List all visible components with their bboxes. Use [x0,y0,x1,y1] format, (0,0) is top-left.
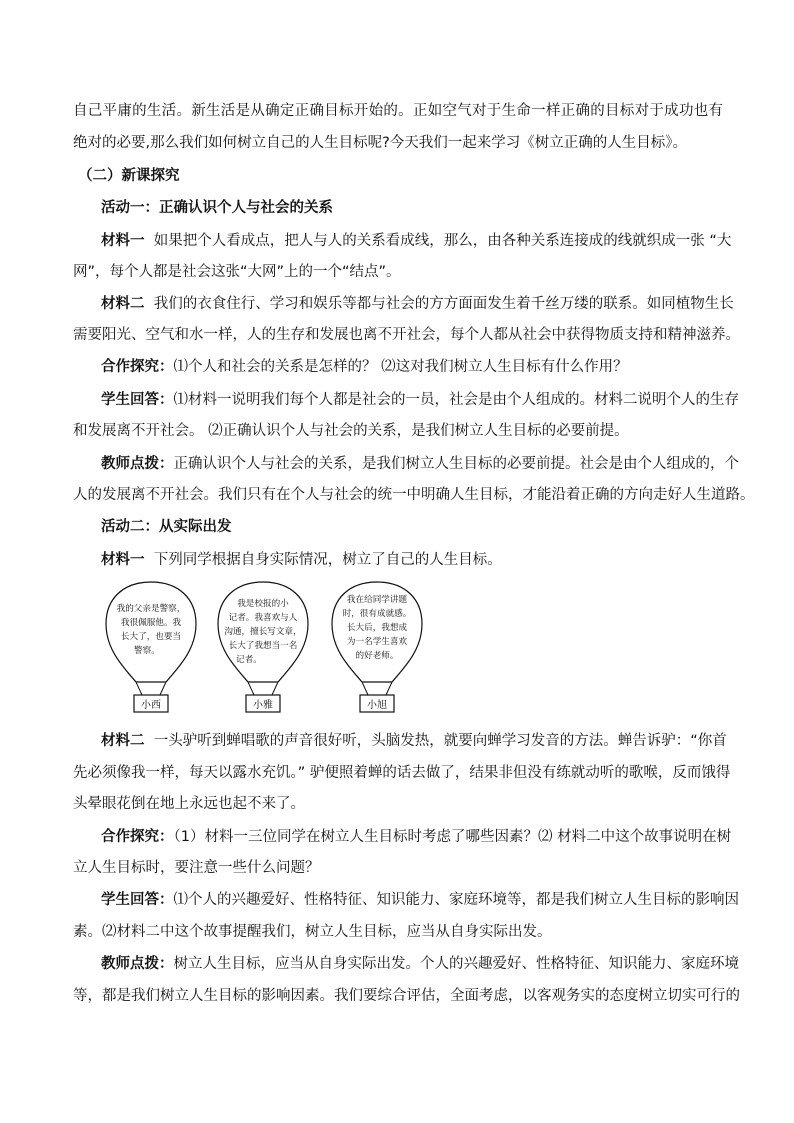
activity2-teacher-line-2: 等，都是我们树立人生目标的影响因素。我们要综合评估，全面考虑，以客观务实的态度树立切实可行的 [73,988,740,1004]
material-label: 材料二 [101,733,145,749]
question-text: ⑴个人和社会的关系是怎样的？ ⑵这对我们树立人生目标有什么作用？ [173,359,628,375]
balloon-name: 小旭 [367,700,387,711]
paragraph-text: 如果把个人看成点，把人与人的关系看成线，那么，由各种关系连接成的线就织成一张 “大 [153,233,732,249]
question-text: （1）材料一三位同学在树立人生目标时考虑了哪些因素？⑵ 材料二中这个故事说明在树 [173,829,732,845]
balloon-xiaoxi [106,582,196,712]
activity1-answer-line-2: 和发展离不开社会。 ⑵正确认识个人与社会的关系，是我们树立人生目标的必要前提。 [73,423,629,439]
activity1-material1-line-1 [101,231,732,251]
activity1-question [101,357,628,377]
material-label: 材料一 [101,233,145,249]
paragraph-text: 我们的衣食住行、学习和娱乐等都与社会的方方面面发生着千丝万缕的联系。如同植物生长 [153,296,734,312]
paragraph-text: 一头驴听到蝉唱歌的声音很好听，头脑发热，就要向蝉学习发音的方法。蝉告诉驴：“你首 [153,733,727,749]
balloon-text-line: 我的父亲是警察， [116,604,186,614]
paragraph-text: 下列同学根据自身实际情况，树立了自己的人生目标。 [153,552,502,568]
activity1-teacher-line-2: 人的发展离不开社会。我们只有在个人与社会的统一中明确人生目标，才能沿着正确的方向走好人生道路。 [73,487,755,503]
balloon-text-line: 记者。 [236,655,262,665]
activity2-answer-line-2: 素。⑵材料二中这个故事提醒我们，树立人生目标，应当从自身实际出发。 [73,924,552,940]
balloon-illustration [100,580,430,720]
activity1-material2-line-2: 需要阳光、空气和水一样，人的生存和发展也离不开社会，每个人都从社会中获得物质支持和精神滋养。 [73,327,740,343]
activity1-title: 活动一：正确认识个人与社会的关系 [101,200,333,216]
activity2-material1 [101,550,502,570]
balloon-name: 小雅 [253,700,273,711]
teacher-text: 树立人生目标，应当从自身实际出发。个人的兴趣爱好、性格特征、知识能力、家庭环境 [173,956,739,972]
question-label: 合作探究： [101,359,174,375]
balloon-xiaoxu [332,582,422,712]
activity2-material2-line-1 [101,731,727,751]
balloon-text-line: 沟通，擅长写文章， [224,627,302,637]
balloon-text-line: 为一名学生喜欢 [346,637,408,647]
activity1-teacher-line-1 [101,454,739,474]
balloon-text-line: 长大了我想当一名 [228,641,298,651]
balloon-name: 小西 [141,700,161,711]
balloon-text-line: 的好老师。 [355,651,399,661]
question-label: 合作探究： [101,829,174,845]
section-heading: （二）新课探究 [78,168,180,184]
activity1-material2-line-1 [101,294,734,314]
activity2-answer-line-1 [101,890,739,910]
material-label: 材料一 [101,552,145,568]
balloon-text-line: 长大了，也要当 [120,632,182,642]
answer-label: 学生回答： [101,392,174,408]
balloon-text-line: 我是校报的小 [237,599,289,609]
balloon-text-line: 时，很有成就感。 [342,609,412,619]
balloon-text-line: 长大后，我想成 [346,623,408,633]
activity2-material2-line-3: 头晕眼花倒在地上永远也起不来了。 [73,796,305,812]
balloon-text-line: 我很佩服他。我 [120,618,182,628]
activity2-material2-line-2: 先必须像我一样，每天以露水充饥。” 驴便照着蝉的话去做了，结果非但没有练就动听的歌喉，反而饿得 [73,765,731,781]
activity2-question-line-2: 立人生目标时，要注意一些什么问题？ [73,860,320,876]
activity1-material1-line-2: 网”，每个人都是社会这张“大网”上的一个“结点”。 [73,264,401,280]
answer-text: ⑴个人的兴趣爱好、性格特征、知识能力、家庭环境等，都是我们树立人生目标的影响因 [173,892,739,908]
material-label: 材料二 [101,296,145,312]
teacher-label: 教师点拨： [101,456,174,472]
balloon-text-line: 我在给同学讲题 [346,595,408,605]
activity2-teacher-line-1 [101,954,739,974]
activity2-question-line-1 [101,827,732,847]
intro-line-2: 绝对的必要,那么我们如何树立自己的人生目标呢?今天我们一起来学习《树立正确的人生目标》。 [73,135,688,151]
teacher-text: 正确认识个人与社会的关系，是我们树立人生目标的必要前提。社会是由个人组成的，个 [173,456,739,472]
answer-label: 学生回答： [101,892,174,908]
teacher-label: 教师点拨： [101,956,174,972]
balloon-text-line: 记者。我喜欢与人 [228,613,298,623]
balloon-xiaoya [218,582,308,712]
activity2-title: 活动二：从实际出发 [101,519,232,535]
intro-line-1: 自己平庸的生活。新生活是从确定正确目标开始的。正如空气对于生命一样正确的目标对于成功也有 [73,103,723,119]
balloon-text-line: 警察。 [134,646,160,656]
answer-text: ⑴材料一说明我们每个人都是社会的一员，社会是由个人组成的。材料二说明个人的生存 [173,392,739,408]
activity1-answer-line-1 [101,390,739,410]
